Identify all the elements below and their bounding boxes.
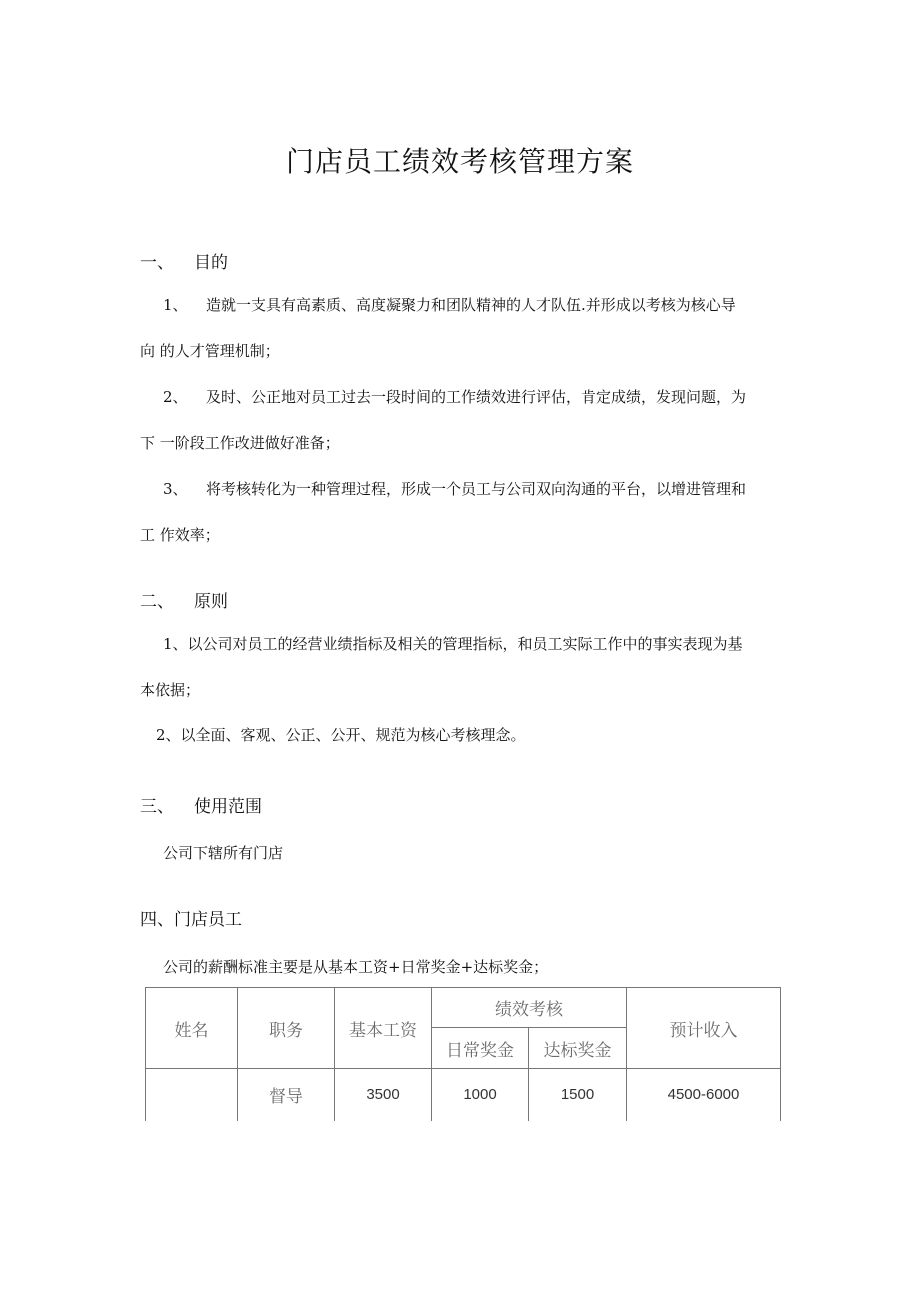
- item-number: 2、: [163, 388, 188, 406]
- principle-item-1-line2: 本依据；: [140, 681, 201, 699]
- scope-text: 公司下辖所有门店: [163, 844, 284, 862]
- header-expected-income: 预计收入: [627, 988, 781, 1069]
- document-title: 门店员工绩效考核管理方案: [285, 145, 634, 178]
- purpose-item-3-line1: [163, 478, 746, 499]
- section-heading-principles: [140, 587, 228, 612]
- section-number: 三、: [140, 797, 174, 817]
- purpose-item-3-line2: 工 作效率；: [140, 526, 220, 544]
- principle-item-1-line1: 1、以公司对员工的经营业绩指标及相关的管理指标，和员工实际工作中的事实表现为基: [163, 635, 743, 653]
- header-daily-bonus: 日常奖金: [432, 1028, 529, 1069]
- section-heading-store-staff: 四、门店员工: [140, 910, 242, 930]
- header-name: 姓名: [146, 988, 238, 1069]
- header-target-bonus: 达标奖金: [529, 1028, 627, 1069]
- item-text: 及时、公正地对员工过去一段时间的工作绩效进行评估，肯定成绩，发现问题，为: [206, 388, 747, 406]
- table-row: [146, 1069, 781, 1121]
- cell-name: [146, 1069, 238, 1121]
- item-number: 3、: [163, 480, 188, 498]
- cell-target-bonus: 1500: [529, 1069, 627, 1121]
- purpose-item-2-line1: [163, 386, 746, 407]
- purpose-item-1-line2: 向 的人才管理机制；: [140, 342, 280, 360]
- section-heading-purpose: [140, 248, 228, 273]
- section-title: 原则: [194, 592, 228, 612]
- salary-standard-text: 公司的薪酬标准主要是从基本工资+日常奖金+达标奖金；: [163, 958, 549, 976]
- header-position: 职务: [238, 988, 335, 1069]
- section-title: 使用范围: [194, 797, 262, 817]
- purpose-item-2-line2: 下 一阶段工作改进做好准备；: [140, 434, 340, 452]
- cell-base-salary: 3500: [335, 1069, 432, 1121]
- salary-table: [145, 987, 781, 1121]
- item-text: 造就一支具有高素质、高度凝聚力和团队精神的人才队伍.并形成以考核为核心导: [206, 296, 736, 314]
- cell-expected-income: 4500-6000: [627, 1069, 781, 1121]
- item-text: 将考核转化为一种管理过程，形成一个员工与公司双向沟通的平台，以增进管理和: [206, 480, 747, 498]
- section-number: 二、: [140, 592, 174, 612]
- section-number: 一、: [140, 253, 174, 273]
- principle-item-2: 2、以全面、客观、公正、公开、规范为核心考核理念。: [156, 726, 526, 744]
- section-title: 目的: [194, 253, 228, 273]
- cell-daily-bonus: 1000: [432, 1069, 529, 1121]
- cell-position: 督导: [238, 1069, 335, 1121]
- item-number: 1、: [163, 296, 188, 314]
- section-heading-scope: [140, 792, 262, 817]
- header-performance: 绩效考核: [432, 988, 627, 1028]
- header-base-salary: 基本工资: [335, 988, 432, 1069]
- purpose-item-1-line1: [163, 294, 736, 315]
